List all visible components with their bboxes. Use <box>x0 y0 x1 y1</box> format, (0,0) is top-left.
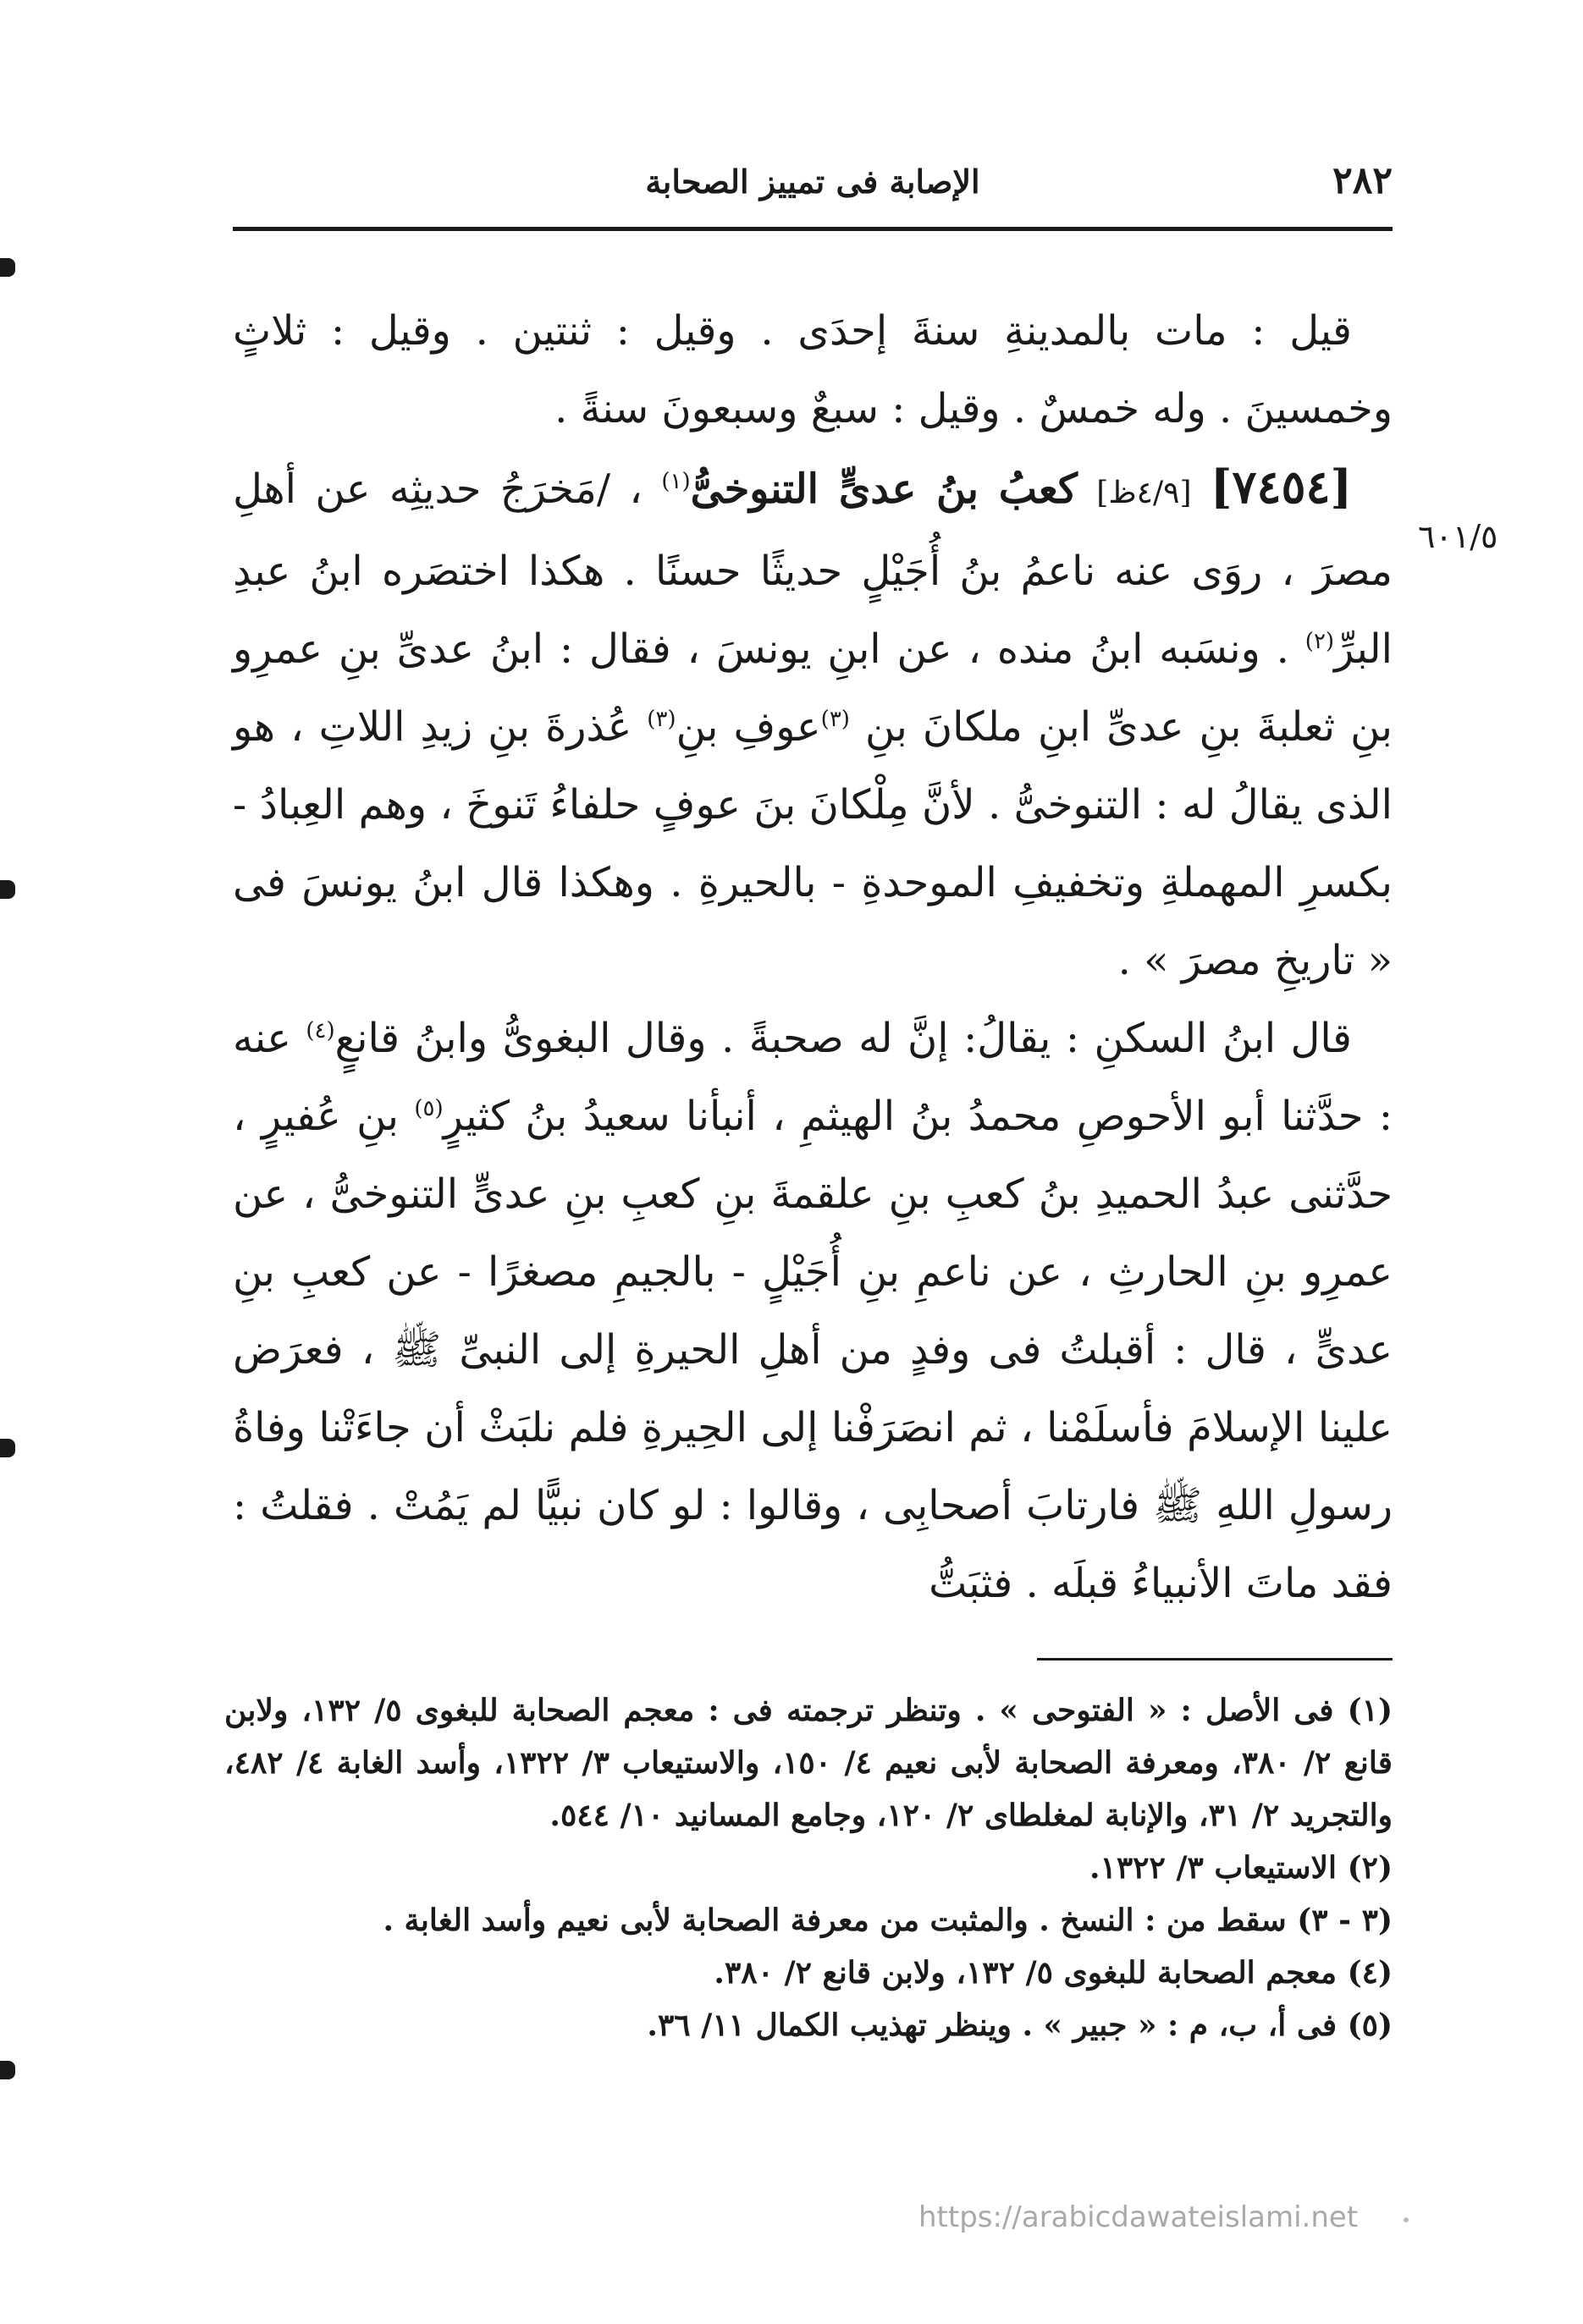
entry-text-b: . ونسَبه ابنُ منده ، عن ابنِ يونسَ ، فقال : ابنُ عدىِّ بنِ عمرِو بنِ ثعلبةَ بنِ عدىِّ ابنِ ملكانَ بنِ <box>233 625 1393 751</box>
margin-reference: ٦٠١/٥ <box>1418 518 1498 555</box>
watermark-dot <box>1404 2217 1409 2222</box>
p3-text-b: عنه : حدَّثنا أبو الأحوصِ محمدُ بنُ الهيثمِ ، أنبأنا سعيدُ بنُ كثيرٍ <box>233 1015 1393 1140</box>
main-text <box>233 292 1393 1622</box>
footnote-ref-3-start: (٣) <box>820 707 850 732</box>
scan-edge-mark <box>0 880 15 899</box>
header-rule <box>233 227 1393 231</box>
footnotes <box>224 1684 1393 2051</box>
footnote-ref-3-end: (٣) <box>647 707 676 732</box>
entry-name: كعبُ بنُ عدىٍّ التنوخىُّ <box>690 465 1078 513</box>
footnote-5: (٥) فى أ، ب، م : « جبير » . وينظر تهذيب الكمال ١١/ ٣٦. <box>647 2007 1393 2043</box>
paragraph-3 <box>233 1000 1393 1622</box>
page-number: ٢٨٢ <box>1332 159 1393 202</box>
p3-text-c: بنِ عُفيرٍ ، حدَّثنى عبدُ الحميدِ بنُ كعبِ بنِ علقمةَ بنِ كعبِ بنِ عدىٍّ التنوخىُّ ، عن عمرِو بنِ الحارثِ ، عن ناعمِ بنِ أُجَيْلٍ - بالجيمِ مصغرًا - عن كعبِ بنِ عدىٍّ ، قال : أقبلتُ فى وفدٍ من أهلِ الحيرةِ إلى النبىِّ ﷺ ، فعرَض علينا الإسلامَ فأسلَمْنا ، ثم انصَرَفْنا إلى الحِيرةِ فلم نلبَثْ أن جاءَتْنا وفاةُ رسولِ اللهِ ﷺ فارتابَ أصحابِى ، وقالوا : لو كان نبيًّا لم يَمُتْ . فقلتُ : فقد ماتَ الأنبياءُ قبلَه . فثبَتُّ <box>233 1093 1393 1607</box>
entry-text-c: عوفِ بنِ <box>676 703 821 751</box>
running-header <box>233 159 1393 212</box>
entry-text-a: ، /مَخرَجُ حديثِه عن أهلِ مصرَ ، روَى عنه ناعمُ بنُ أُجَيْلٍ حديثًا حسنًا . هكذا اختصَره ابنُ عبدِ البرِّ <box>233 465 1393 673</box>
footnote-ref-5: (٥) <box>414 1096 444 1121</box>
footnote-ref-4: (٤) <box>306 1018 335 1044</box>
p3-text-a: قال ابنُ السكنِ : يقالُ: إنَّ له صحبةً . وقال البغوىُّ وابنُ قانعٍ <box>334 1015 1352 1062</box>
entry-paragraph <box>233 448 1393 1000</box>
footnote-1: (١) فى الأصل : « الفتوحى » . وتنظر ترجمته فى : معجم الصحابة للبغوى ٥/ ١٣٢، ولابن قانع ٢/ ٣٨٠، ومعرفة الصحابة لأبى نعيم ٤/ ١٥٠، والاستيعاب ٣/ ١٣٢٢، وأسد الغابة ٤/ ٤٨٢، والتجريد ٢/ ٣١، والإنابة لمغلطاى ٢/ ١٢٠، وجامع المسانيد ١٠/ ٥٤٤. <box>224 1693 1393 1833</box>
scan-edge-mark <box>0 1439 15 1457</box>
manuscript-reference: [٤/٩ظ] <box>1096 476 1192 510</box>
watermark-url: https://arabicdawateislami.net <box>918 2200 1359 2234</box>
footnote-2: (٢) الاستيعاب ٣/ ١٣٢٢. <box>1089 1850 1393 1886</box>
scan-edge-mark <box>0 258 15 277</box>
paragraph-1: قيل : مات بالمدينةِ سنةَ إحدَى . وقيل : ثنتين . وقيل : ثلاثٍ وخمسينَ . وله خمسٌ . وقيل : سبعٌ وسبعونَ سنةً . <box>233 307 1393 432</box>
footnote-rule <box>1037 1658 1393 1660</box>
footnote-ref-2: (٢) <box>1304 629 1335 654</box>
footnote-4: (٤) معجم الصحابة للبغوى ٥/ ١٣٢، ولابن قانع ٢/ ٣٨٠. <box>714 1955 1393 1991</box>
footnote-3: (٣ - ٣) سقط من : النسخ . والمثبت من معرفة الصحابة لأبى نعيم وأسد الغابة . <box>383 1903 1393 1938</box>
entry-text-d: عُذرةَ بنِ زيدِ اللاتِ ، هو الذى يقالُ له : التنوخىُّ . لأنَّ مِلْكانَ بنَ عوفٍ حلفاءُ تَنوخَ ، وهم العِبادُ - بكسرِ المهملةِ وتخفيفِ الموحدةِ - بالحيرةِ . وهكذا قال ابنُ يونسَ فى « تاريخِ مصرَ » . <box>233 703 1393 984</box>
footnote-ref-1: (١) <box>661 469 691 494</box>
entry-number: [٧٤٥٤] <box>1210 460 1353 514</box>
running-title: الإصابة فى تمييز الصحابة <box>645 162 980 201</box>
scan-edge-mark <box>0 2061 15 2079</box>
